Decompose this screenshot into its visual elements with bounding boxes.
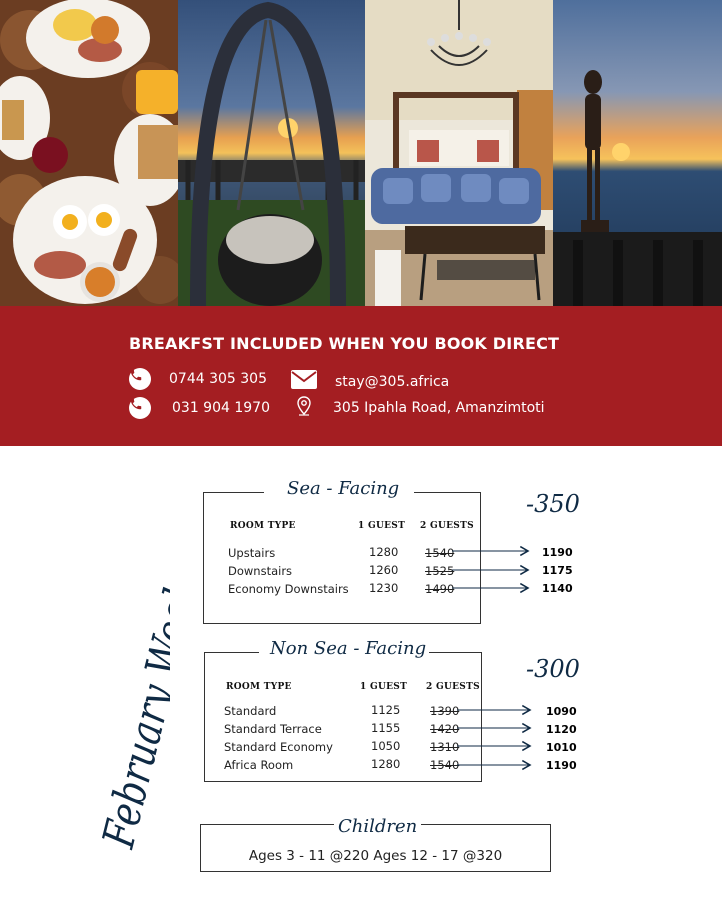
price-two-guests-old: 1490 — [425, 582, 455, 596]
price-one-guest: 1155 — [371, 721, 401, 735]
price-two-guests-old: 1540 — [430, 758, 460, 772]
price-two-guests-new: 1175 — [542, 564, 573, 577]
phone-contact-2[interactable] — [129, 397, 270, 419]
phone-contact-1[interactable] — [129, 368, 267, 390]
swing-chair-sunset-photo — [178, 0, 365, 306]
room-name: Downstairs — [228, 564, 293, 578]
room-name: Economy Downstairs — [228, 582, 349, 596]
photo-strip — [0, 0, 722, 306]
email-address: stay@305.africa — [335, 373, 450, 390]
map-pin-icon — [297, 396, 311, 420]
sea-facing-discount: -350 — [526, 490, 580, 518]
price-one-guest: 1125 — [371, 703, 401, 717]
price-one-guest: 1280 — [369, 545, 399, 559]
price-two-guests-new: 1090 — [546, 705, 577, 718]
price-two-guests-new: 1140 — [542, 582, 573, 595]
price-two-guests-old: 1420 — [430, 722, 460, 736]
room-name: Standard — [224, 704, 277, 718]
price-two-guests-new: 1010 — [546, 741, 577, 754]
col-two-guests: 2 GUESTS — [426, 682, 480, 692]
price-two-guests-old: 1525 — [425, 564, 455, 578]
room-name: Standard Terrace — [224, 722, 322, 736]
col-two-guests: 2 GUESTS — [420, 521, 474, 531]
price-one-guest: 1280 — [371, 757, 401, 771]
email-contact[interactable] — [291, 370, 449, 393]
room-name: Standard Economy — [224, 740, 333, 754]
statue-ocean-sunset-photo — [553, 0, 722, 306]
col-one-guest: 1 GUEST — [358, 521, 406, 531]
price-two-guests-old: 1540 — [425, 546, 455, 560]
side-title — [20, 495, 170, 855]
children-rates: Ages 3 - 11 @220 Ages 12 - 17 @320 — [248, 848, 503, 864]
breakfast-photo — [0, 0, 178, 306]
envelope-icon — [291, 370, 317, 393]
price-two-guests-new: 1120 — [546, 723, 577, 736]
col-room-type: ROOM TYPE — [230, 521, 296, 531]
phone-number-2: 031 904 1970 — [172, 400, 270, 416]
col-room-type: ROOM TYPE — [226, 682, 292, 692]
col-one-guest: 1 GUEST — [360, 682, 408, 692]
children-title: Children — [334, 816, 421, 837]
banner-title: BREAKFST INCLUDED WHEN YOU BOOK DIRECT — [129, 334, 560, 353]
room-name: Africa Room — [224, 758, 294, 772]
price-one-guest: 1260 — [369, 563, 399, 577]
price-two-guests-old: 1310 — [430, 740, 460, 754]
phone-icon — [129, 397, 151, 419]
side-title-text: February Weekends — [93, 495, 170, 853]
room-name: Upstairs — [228, 546, 276, 560]
four-poster-bedroom-photo — [365, 0, 553, 306]
sea-facing-title: Sea - Facing — [287, 478, 400, 499]
non-sea-facing-discount: -300 — [526, 655, 580, 683]
phone-icon — [129, 368, 151, 390]
price-two-guests-old: 1390 — [430, 704, 460, 718]
price-one-guest: 1050 — [371, 739, 401, 753]
street-address: 305 Ipahla Road, Amanzimtoti — [333, 400, 545, 416]
price-two-guests-new: 1190 — [546, 759, 577, 772]
phone-number-1: 0744 305 305 — [169, 371, 267, 387]
non-sea-facing-title: Non Sea - Facing — [270, 638, 427, 659]
price-two-guests-new: 1190 — [542, 546, 573, 559]
price-one-guest: 1230 — [369, 581, 399, 595]
address-contact[interactable] — [297, 396, 545, 420]
